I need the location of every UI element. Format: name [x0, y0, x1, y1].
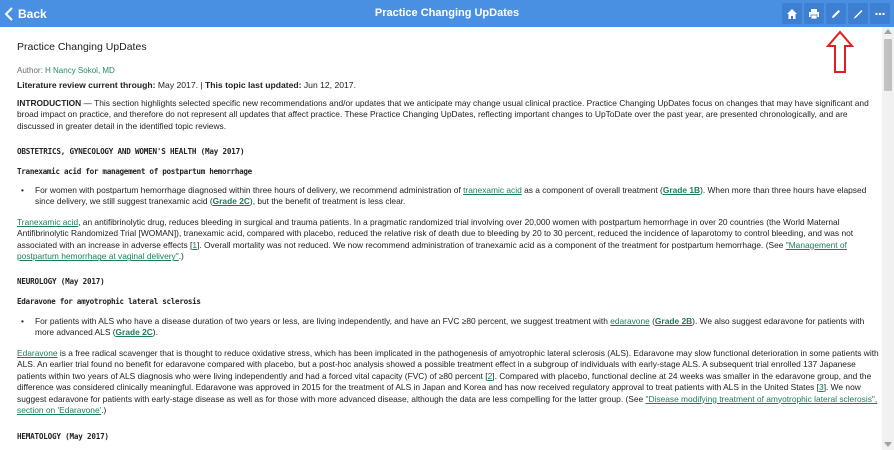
paragraph-text: .)	[101, 405, 107, 416]
list-item	[21, 316, 873, 339]
grade-link[interactable]: Grade 2C	[115, 327, 153, 338]
subheading-edaravone: Edaravone for amyotrophic lateral sclerosis	[17, 297, 201, 306]
grade-link[interactable]: Grade 2C	[212, 196, 250, 207]
grade-link[interactable]: Grade 2B	[654, 316, 693, 326]
home-icon	[786, 8, 798, 20]
paragraph-text: is a free radical scavenger that is thought to reduce oxidative stress, which has been implicated in the pathogenesis of amyotrophic lateral sclerosis (ALS). Edaravone may slow functional deterioration in some patients with ALS. An earlier trial found no benefit for edaravone compared with placebo, but a post-hoc analysis showed a possible treatment effect in a subgroup of individuals with early-stage ALS. A subsequent trial enrolled 137 Japanese patients within two years of ALS diagnosis who were living independently and had a forced vital capacity (FVC) of ≥80 percent [	[17, 348, 879, 381]
paragraph-text: ]. We now suggest edaravone for patients with early-stage disease as well as for those with more advanced disease, although the data are less compelling for the latter group. (See	[17, 382, 861, 404]
more-icon	[874, 8, 886, 20]
section-heading-obstetrics: OBSTETRICS, GYNECOLOGY AND WOMEN'S HEALTH (May 2017)	[17, 147, 245, 156]
document-content	[0, 27, 882, 450]
section-heading-hematology: HEMATOLOGY (May 2017)	[17, 432, 109, 441]
scroll-up-arrow-icon[interactable]	[884, 29, 892, 34]
back-label: Back	[18, 6, 47, 21]
updated-label: This topic last updated:	[205, 80, 302, 90]
vertical-scrollbar[interactable]	[882, 27, 894, 450]
bullet-text: as a component of overall treatment (	[521, 185, 663, 195]
lit-value: May 2017.	[157, 80, 199, 90]
highlighter-icon	[852, 8, 864, 20]
bullet-text: ), but the benefit of treatment is less clear.	[249, 196, 406, 207]
drug-link-tranexamic[interactable]: Tranexamic acid	[17, 217, 79, 227]
subheading-tranexamic: Tranexamic acid for management of postpartum hemorrhage	[17, 167, 252, 176]
separator: |	[200, 80, 203, 90]
bullet-text: For patients with ALS who have a disease duration of two years or less, are living independently, and have an FVC ≥80 percent, we suggest treatment with	[35, 316, 611, 326]
pencil-icon	[830, 8, 842, 20]
paragraph-text: .)	[178, 251, 184, 262]
author-label: Author:	[17, 66, 43, 75]
top-toolbar	[0, 0, 894, 27]
print-icon	[808, 8, 820, 20]
drug-link-edaravone[interactable]: Edaravone	[17, 348, 58, 358]
scrollbar-thumb[interactable]	[884, 39, 892, 91]
updated-value: Jun 12, 2017.	[303, 80, 356, 90]
author-link[interactable]: H Nancy Sokol, MD	[45, 66, 115, 75]
grade-link[interactable]: Grade 1B	[662, 185, 701, 195]
reference-link[interactable]: 2	[487, 370, 493, 381]
drug-link-edaravone[interactable]: edaravone	[610, 316, 650, 326]
bullet-text: ).	[152, 327, 158, 338]
see-topic-link[interactable]: "Management of postpartum hemorrhage at vaginal delivery"	[17, 239, 847, 262]
paragraph-tranexamic	[17, 217, 879, 263]
lit-label: Literature review current through:	[17, 80, 156, 90]
reference-link[interactable]: 1	[192, 239, 198, 250]
bullet-text: For women with postpartum hemorrhage diagnosed within three hours of delivery, we recommend administration of	[35, 185, 464, 195]
paragraph-text: ]. Compared with placebo, functional decline at 24 weeks was smaller in the edaravone group, and the difference was considered clinically meaningful. Edaravone was approved in 2015 for the treatment of ALS in Japan and Korea and has now received regulatory approval to treat patients with ALS in the United States [	[17, 370, 872, 393]
chevron-left-icon	[4, 7, 15, 21]
literature-review-line	[17, 80, 356, 91]
author-line	[17, 65, 115, 76]
scroll-down-arrow-icon[interactable]	[884, 442, 892, 447]
bullet-text: (	[649, 316, 655, 326]
introduction-paragraph	[17, 98, 879, 132]
home-button[interactable]	[782, 3, 802, 24]
paragraph-text: , an antifibrinolytic drug, reduces bleeding in surgical and trauma patients. In a pragmatic randomized trial involving over 20,000 women with postpartum hemorrhage in over 20 countries (the World Maternal Antifibrinolytic Randomized Trial [WOMAN]), tranexamic acid, compared with placebo, reduced the relative risk of death due to bleeding by 20 to 30 percent, reduced the incidence of laparotomy to control bleeding, and was not associated with an increase in adverse effects [	[17, 217, 854, 250]
drug-link-tranexamic[interactable]: tranexamic acid	[463, 185, 522, 195]
back-button[interactable]	[4, 0, 47, 27]
more-button[interactable]	[870, 3, 890, 24]
bullet-text: ). When more than three hours have elapsed since delivery, we still suggest tranexamic acid (	[35, 185, 867, 207]
list-item	[21, 185, 873, 208]
paragraph-edaravone	[17, 348, 879, 416]
reference-link[interactable]: 3	[819, 382, 824, 393]
bullet-text: ). We also suggest edaravone for patients with more advanced ALS (	[35, 316, 865, 338]
document-title: Practice Changing UpDates	[17, 41, 147, 53]
see-topic-link[interactable]: "Disease modifying treatment of amyotrophic lateral sclerosis", section on 'Edaravone'	[17, 393, 878, 416]
paragraph-text: ]. Overall mortality was not reduced. We now recommend administration of tranexamic acid as a component of the treatment for postpartum hemorrhage. (See	[197, 239, 786, 250]
intro-label: INTRODUCTION	[17, 98, 82, 108]
print-button[interactable]	[804, 3, 824, 24]
annotate-button[interactable]	[826, 3, 846, 24]
intro-text: — This section highlights selected specific new recommendations and/or updates that we anticipate may change usual clinical practice. Practice Changing UpDates focus on changes that may have significant and broad impact on practice, and therefore do not represent all updates that affect practice. These Practice Changing UpDates, reflecting important changes to UpToDate over the past year, are presented chronologically, and are discussed in greater detail in the identified topic reviews.	[17, 98, 869, 131]
section-heading-neurology: NEUROLOGY (May 2017)	[17, 277, 105, 286]
page-title: Practice Changing UpDates	[374, 7, 520, 19]
highlight-button[interactable]	[848, 3, 868, 24]
toolbar-actions	[782, 3, 890, 24]
